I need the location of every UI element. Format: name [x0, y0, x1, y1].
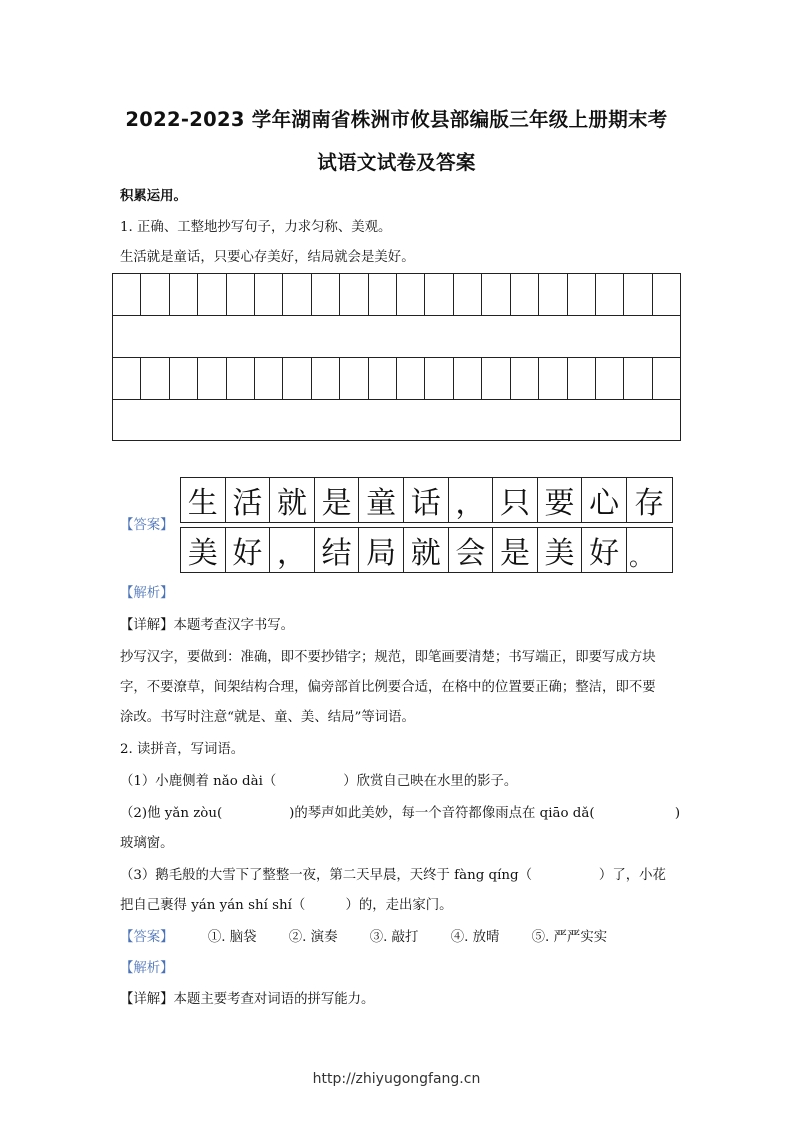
q2-answer-label: 【答案】 — [120, 930, 174, 945]
answer-grid-cell: 存 — [634, 486, 665, 521]
answer-grid-cell: 局 — [359, 528, 404, 572]
q1-answer-label: 【答案】 — [120, 518, 174, 533]
q1-explain-line: 字，不要潦草，间架结构合理，偏旁部首比例要合适，在格中的位置要正确；整洁，即不要 — [120, 680, 656, 695]
answer-grid-cell: 童 — [359, 478, 404, 522]
answer-grid-cell: 。 — [628, 543, 653, 571]
answer-grid-cell: 好 — [582, 528, 627, 572]
footer-url[interactable]: http://zhiyugongfang.cn — [312, 1071, 481, 1087]
q2-analysis-label: 【解析】 — [120, 961, 174, 976]
answer-grid-cell: 只 — [493, 478, 538, 522]
answer-grid-cell: 结 — [315, 528, 360, 572]
answer-grid-cell: ， — [449, 478, 494, 522]
writing-grid-cell-row — [113, 358, 680, 400]
answer-grid-row-2 — [180, 527, 673, 573]
q2-answer-line — [120, 930, 607, 946]
q2-answer-3: ③. 敲打 — [369, 930, 419, 945]
q2-answer-5: ⑤. 严严实实 — [531, 930, 608, 945]
answer-grid-cell: 是 — [315, 478, 360, 522]
writing-grid-blank-row — [113, 316, 680, 358]
answer-grid-cell: 好 — [226, 528, 271, 572]
document-title-line1: 2022-2023 学年湖南省株洲市攸县部编版三年级上册期末考 — [125, 108, 668, 131]
q1-detail: 【详解】本题考查汉字书写。 — [120, 618, 295, 633]
answer-grid-cell: 就 — [270, 478, 315, 522]
answer-grid-cell: 美 — [181, 528, 226, 572]
q2-answer-4: ④. 放晴 — [450, 930, 500, 945]
q2-item-1: （1）小鹿侧着 nǎo dài（ ）欣赏自己映在水里的影子。 — [120, 774, 518, 789]
q1-analysis-label: 【解析】 — [120, 586, 174, 601]
answer-grid-cell: 心 — [582, 478, 627, 522]
answer-grid-cell: 会 — [449, 528, 494, 572]
writing-grid-cell-row — [113, 274, 680, 316]
answer-grid-cell: ， — [270, 528, 315, 572]
q1-explain-line: 抄写汉字，要做到：准确，即不要抄错字；规范，即笔画要清楚；书写端正，即要写成方块 — [120, 650, 656, 665]
q2-item-3-cont: 把自己裹得 yán yán shí shí（ ）的，走出家门。 — [120, 898, 453, 913]
document-title-line2: 试语文试卷及答案 — [317, 151, 476, 174]
answer-grid-cell: 话 — [404, 478, 449, 522]
q2-prompt: 2. 读拼音，写词语。 — [120, 742, 245, 757]
writing-grid — [112, 273, 681, 441]
q2-answer-1: ①. 脑袋 — [207, 930, 257, 945]
answer-grid-cell: 活 — [226, 478, 271, 522]
q1-sentence: 生活就是童话，只要心存美好，结局就会是美好。 — [120, 250, 415, 265]
q2-item-2-cont: 玻璃窗。 — [120, 836, 174, 851]
q2-item-3: （3）鹅毛般的大雪下了整整一夜，第二天早晨，天终于 fàng qíng（ ）了，小花 — [120, 868, 666, 883]
q2-answer-2: ②. 演奏 — [288, 930, 338, 945]
answer-grid-cell: 生 — [181, 478, 226, 522]
answer-grid-cell: 就 — [404, 528, 449, 572]
section-heading: 积累运用。 — [120, 188, 187, 204]
answer-grid-cell: 要 — [538, 478, 583, 522]
q1-explain-line: 涂改。书写时注意“就是、童、美、结局”等词语。 — [120, 710, 415, 725]
answer-grid-cell: 美 — [538, 528, 583, 572]
q2-item-2: （2)他 yǎn zòu( )的琴声如此美妙，每一个音符都像雨点在 qiāo dǎ( ) — [120, 806, 681, 821]
q1-prompt: 1. 正确、工整地抄写句子，力求匀称、美观。 — [120, 220, 392, 235]
writing-grid-blank-row — [113, 400, 680, 442]
answer-grid-row-1 — [180, 477, 673, 523]
answer-grid-cell: 是 — [493, 528, 538, 572]
q2-detail: 【详解】本题主要考查对词语的拼写能力。 — [120, 992, 375, 1007]
